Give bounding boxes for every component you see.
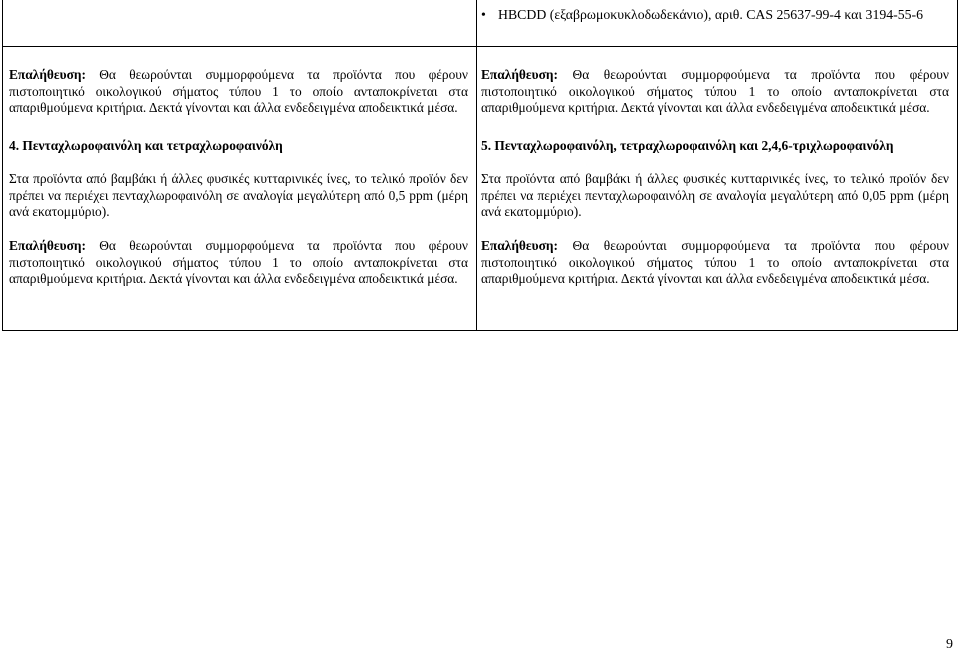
requirement-paragraph (481, 171, 949, 221)
table-row-top (3, 0, 957, 47)
page-number: 9 (946, 637, 953, 652)
verification-paragraph (9, 238, 468, 288)
requirement-text: Στα προϊόντα από βαμβάκι ή άλλες φυσικές κυτταρινικές ίνες, το τελικό προϊόν δεν πρέπει να περιέχει πενταχλωροφαινόλη σε αναλογία μεγαλύτερη από 0,5 ppm (μέρη ανά εκατομμύριο). (9, 170, 468, 220)
top-right-cell (477, 0, 957, 46)
section-number: 5. (481, 138, 492, 154)
verification-label: Επαλήθευση: (9, 237, 86, 253)
section-heading (9, 138, 468, 155)
comparison-table (2, 0, 958, 331)
right-column (477, 47, 957, 330)
verification-text: Θα θεωρούνται συμμορφούμενα τα προϊόντα που φέρουν πιστοποιητικό οικολογικού σήματος τύπου 1 το οποίο ανταποκρίνεται στα απαριθμούμενα κριτήρια. Δεκτά γίνονται και άλλα ενδεδειγμένα αποδεικτικά μέσα. (9, 237, 468, 287)
left-column (3, 47, 477, 330)
section-title: Πενταχλωροφαινόλη και τετραχλωροφαινόλη (22, 138, 283, 154)
verification-text: Θα θεωρούνται συμμορφούμενα τα προϊόντα που φέρουν πιστοποιητικό οικολογικού σήματος τύπου 1 το οποίο ανταποκρίνεται στα απαριθμούμενα κριτήρια. Δεκτά γίνονται και άλλα ενδεδειγμένα αποδεικτικά μέσα. (481, 237, 949, 287)
bullet-icon: • (481, 7, 486, 22)
verification-text: Θα θεωρούνται συμμορφούμενα τα προϊόντα που φέρουν πιστοποιητικό οικολογικού σήματος τύπου 1 το οποίο ανταποκρίνεται στα απαριθμούμενα κριτήρια. Δεκτά γίνονται και άλλα ενδεδειγμένα αποδεικτικά μέσα. (9, 67, 468, 116)
verification-paragraph (9, 67, 468, 117)
verification-paragraph (481, 238, 949, 288)
section-number: 4. (9, 138, 20, 154)
table-row-main (3, 47, 957, 330)
section-heading (481, 138, 949, 155)
requirement-text: Στα προϊόντα από βαμβάκι ή άλλες φυσικές κυτταρινικές ίνες, το τελικό προϊόν δεν πρέπει να περιέχει πενταχλωροφαινόλη σε αναλογία μεγαλύτερη από 0,05 ppm (μέρη ανά εκατομμύριο). (481, 170, 949, 220)
list-item-text: HBCDD (εξαβρωμοκυκλοδωδεκάνιο), αριθ. CAS 25637-99-4 και 3194-55-6 (498, 7, 924, 22)
verification-label: Επαλήθευση: (481, 237, 558, 253)
verification-label: Επαλήθευση: (9, 67, 86, 82)
top-left-cell (3, 0, 477, 46)
section-title: Πενταχλωροφαινόλη, τετραχλωροφαινόλη και 2,4,6-τριχλωροφαινόλη (494, 138, 894, 154)
requirement-paragraph (9, 171, 468, 221)
verification-paragraph (481, 67, 949, 117)
verification-label: Επαλήθευση: (481, 67, 558, 82)
substance-list (481, 7, 949, 24)
verification-text: Θα θεωρούνται συμμορφούμενα τα προϊόντα που φέρουν πιστοποιητικό οικολογικού σήματος τύπου 1 το οποίο ανταποκρίνεται στα απαριθμούμενα κριτήρια. Δεκτά γίνονται και άλλα ενδεδειγμένα αποδεικτικά μέσα. (481, 67, 949, 116)
list-item (481, 7, 949, 24)
